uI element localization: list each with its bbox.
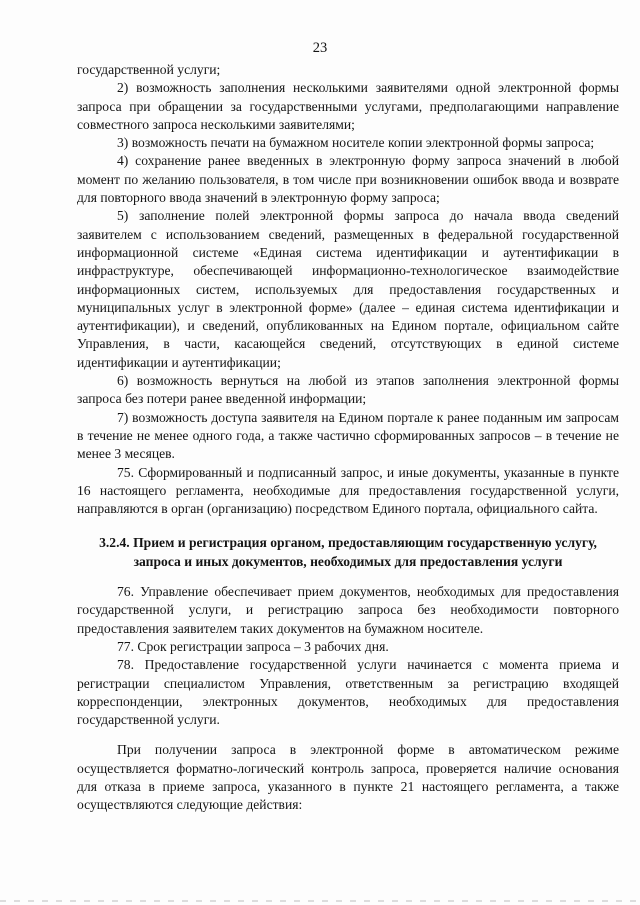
paragraph-76: 76. Управление обеспечивает прием документов, необходимых для предоставления государственной услуги, и регистрацию запроса без необходимости повторного предоставления заявителем таких документов на бумажном носителе.: [77, 584, 619, 636]
paragraph-77: 77. Срок регистрации запроса – 3 рабочих дня.: [117, 638, 389, 654]
paragraph-item-7: 7) возможность доступа заявителя на Едином портале к ранее поданным им запросам в течение не менее одного года, а также частично сформированных запросов – в течение не менее 3 месяцев.: [77, 409, 619, 462]
paragraph-item-3: 3) возможность печати на бумажном носителе копии электронной формы запроса;: [117, 135, 595, 151]
paragraph-78: 78. Предоставление государственной услуги начинается с момента приема и регистрации специалистом Управления, ответственным за регистрацию входящей корреспонденции, электронных документов, необходимых для предоставления государственной услуги.: [77, 657, 619, 728]
page-number: 23: [312, 40, 328, 56]
paragraph-continuation: государственной услуги;: [77, 62, 221, 77]
spacer: [77, 518, 619, 534]
paragraph-item-2: 2) возможность заполнения несколькими заявителями одной электронной формы запроса при обращении за государственными услугами, предполагающими направление совместного запроса несколькими заявителями;: [77, 80, 619, 132]
scan-edge-artifact: [0, 900, 640, 902]
paragraph-item-4: 4) сохранение ранее введенных в электронную форму запроса значений в любой момент по желанию пользователя, в том числе при возникновении ошибок ввода и возврате для повторного ввода значений в электронную форму запроса;: [77, 153, 619, 206]
spacer: [77, 729, 619, 741]
section-heading-3-2-4: 3.2.4. Прием и регистрация органом, предоставляющим государственную услугу, запроса и иных документов, необходимых для предоставления услуги: [99, 535, 597, 569]
paragraph-item-5: 5) заполнение полей электронной формы запроса до начала ввода сведений заявителем с использованием сведений, размещенных в федеральной государственной информационной системе «Единая система идентификации и аутентификации в инфраструктуре, обеспечивающей информационно-технологическое взаимодействие информационных систем, используемых для предоставления государственных и муниципальных услуг в электронной форме» (далее – единая система идентификации и аутентификации), и сведений, опубликованных на Едином портале, официальном сайте Управления, в части, касающейся сведений, отсутствующих в единой системе идентификации и аутентификации;: [77, 208, 619, 370]
spacer: [77, 571, 619, 583]
paragraph-item-6: 6) возможность вернуться на любой из этапов заполнения электронной формы запроса без потери ранее введенной информации;: [77, 373, 619, 407]
paragraph-75: 75. Сформированный и подписанный запрос, и иные документы, указанные в пункте 16 настоящего регламента, необходимые для предоставления государственной услуги, направляются в орган (организацию) посредством Единого портала, официального сайта.: [77, 464, 619, 517]
paragraph-electronic-request: При получении запроса в электронной форме в автоматическом режиме осуществляется форматно-логический контроль запроса, проверяется наличие основания для отказа в приеме запроса, указанного в пункте 21 настоящего регламента, а также осуществляются следующие действия:: [77, 742, 619, 813]
document-body: [77, 61, 619, 815]
